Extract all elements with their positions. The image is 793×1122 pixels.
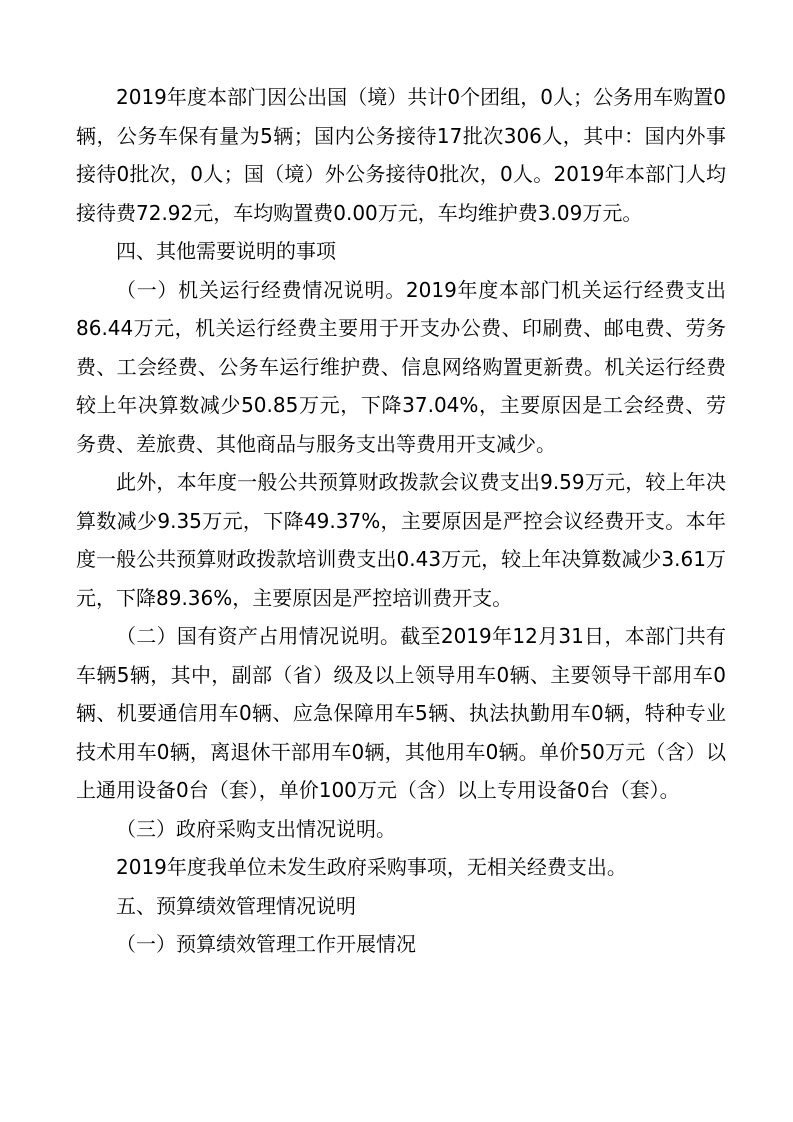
document-page	[76, 78, 726, 964]
paragraph-official-travel-and-vehicles: 2019年度本部门因公出国（境）共计0个团组，0人；公务用车购置0辆，公务车保有量为5辆；国内公务接待17批次306人，其中：国内外事接待0批次，0人；国（境）外公务接待0批次，0人。2019年本部门人均接待费72.92元，车均购置费0.00万元，车均维护费3.09万元。	[76, 85, 726, 225]
paragraph-state-assets: （二）国有资产占用情况说明。截至2019年12月31日，本部门共有车辆5辆，其中，副部（省）级及以上领导用车0辆、主要领导干部用车0辆、机要通信用车0辆、应急保障用车5辆、执法执勤用车0辆，特种专业技术用车0辆，离退休干部用车0辆，其他用车0辆。单价50万元（含）以上通用设备0台（套），单价100万元（含）以上专用设备0台（套）。	[76, 624, 726, 802]
paragraph-meeting-and-training-expenses: 此外，本年度一般公共预算财政拨款会议费支出9.59万元，较上年决算数减少9.35万元，下降49.37%，主要原因是严控会议经费开支。本年度一般公共预算财政拨款培训费支出0.43万元，较上年决算数减少3.61万元，下降89.36%，主要原因是严控培训费开支。	[76, 470, 726, 610]
paragraph-operating-expenses: （一）机关运行经费情况说明。2019年度本部门机关运行经费支出86.44万元，机关运行经费主要用于开支办公费、印刷费、邮电费、劳务费、工会经费、公务车运行维护费、信息网络购置更新费。机关运行经费较上年决算数减少50.85万元，下降37.04%，主要原因是工会经费、劳务费、差旅费、其他商品与服务支出等费用开支减少。	[76, 277, 726, 456]
subheading-performance-work: （一）预算绩效管理工作开展情况	[116, 932, 416, 956]
section-heading-performance-management: 五、预算绩效管理情况说明	[116, 893, 356, 918]
section-heading-other-matters: 四、其他需要说明的事项	[116, 239, 336, 263]
subheading-government-procurement: （三）政府采购支出情况说明。	[116, 816, 396, 841]
paragraph-procurement-none: 2019年度我单位未发生政府采购事项，无相关经费支出。	[116, 855, 627, 879]
